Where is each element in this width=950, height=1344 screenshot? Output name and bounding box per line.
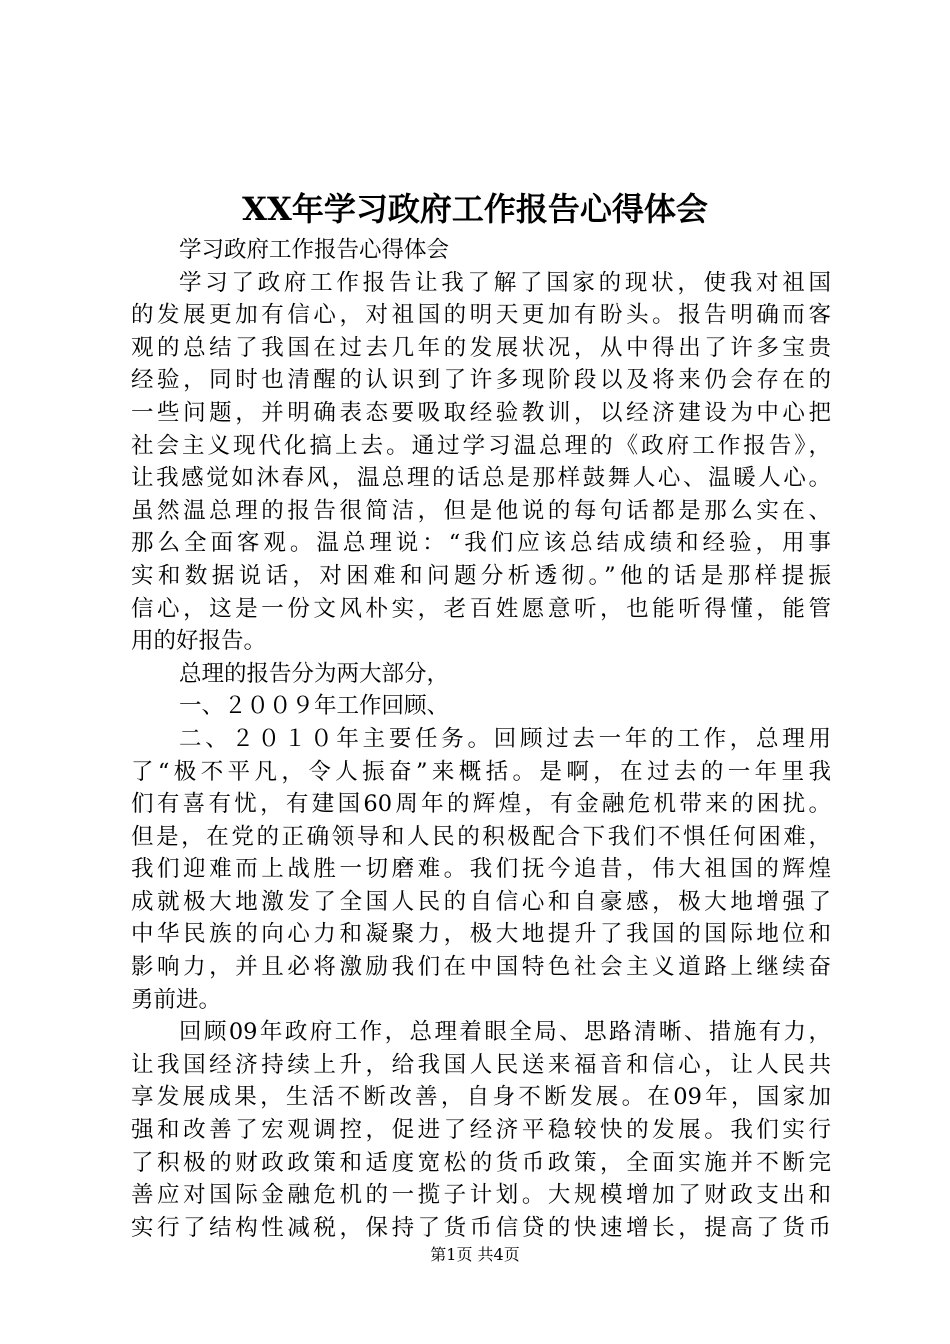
text-line: 了“极不平凡，令人振奋”来概括。是啊，在过去的一年里我 [131, 758, 831, 785]
text-line: 一、２００９年工作回顾、 [179, 693, 450, 720]
text-line: 信心，这是一份文风朴实，老百姓愿意听，也能听得懂，能管 [131, 595, 831, 622]
text-line: 学习了政府工作报告让我了解了国家的现状，使我对祖国 [179, 269, 831, 296]
text-line: 社会主义现代化搞上去。通过学习温总理的《政府工作报告》， [131, 432, 831, 459]
text-line: 中华民族的向心力和凝聚力，极大地提升了我国的国际地位和 [131, 921, 831, 948]
text-line: 善应对国际金融危机的一揽子计划。大规模增加了财政支出和 [131, 1182, 831, 1209]
text-line: 学习政府工作报告心得体会 [179, 237, 450, 263]
text-line: 了积极的财政政策和适度宽松的货币政策，全面实施并不断完 [131, 1149, 831, 1176]
text-line: 让我感觉如沐春风，温总理的话总是那样鼓舞人心、温暖人心。 [131, 465, 831, 492]
text-line: 影响力，并且必将激励我们在中国特色社会主义道路上继续奋 [131, 954, 831, 981]
text-line: 强和改善了宏观调控，促进了经济平稳较快的发展。我们实行 [131, 1117, 831, 1144]
text-line: 们有喜有忧，有建国60周年的辉煌，有金融危机带来的困扰。 [131, 791, 831, 818]
text-line: 经验，同时也清醒的认识到了许多现阶段以及将来仍会存在的 [131, 367, 831, 394]
text-line: 二、２０１０年主要任务。回顾过去一年的工作，总理用 [179, 725, 831, 752]
text-line: 回顾09年政府工作，总理着眼全局、思路清晰、措施有力， [179, 1019, 831, 1046]
text-line: 实和数据说话，对困难和问题分析透彻。”他的话是那样提振 [131, 562, 831, 589]
text-line: 我们迎难而上战胜一切磨难。我们抚今追昔，伟大祖国的辉煌 [131, 856, 831, 883]
text-line: 那么全面客观。温总理说：“我们应该总结成绩和经验，用事 [131, 530, 831, 557]
text-line: 成就极大地激发了全国人民的自信心和自豪感，极大地增强了 [131, 888, 831, 915]
text-line: 观的总结了我国在过去几年的发展状况，从中得出了许多宝贵 [131, 334, 831, 361]
text-line: 总理的报告分为两大部分， [179, 660, 450, 687]
text-line: 的发展更加有信心，对祖国的明天更加有盼头。报告明确而客 [131, 302, 831, 329]
text-line: 但是，在党的正确领导和人民的积极配合下我们不惧任何困难， [131, 823, 831, 850]
text-line: 实行了结构性减税，保持了货币信贷的快速增长，提高了货币 [131, 1214, 831, 1241]
page-footer: 第1页 共4页 [430, 1245, 520, 1264]
document-title: XX年学习政府工作报告心得体会 [242, 190, 708, 228]
text-line: 让我国经济持续上升，给我国人民送来福音和信心，让人民共 [131, 1051, 831, 1078]
text-line: 一些问题，并明确表态要吸取经验教训，以经济建设为中心把 [131, 399, 831, 426]
text-line: 虽然温总理的报告很简洁，但是他说的每句话都是那么实在、 [131, 497, 831, 524]
document-body [131, 234, 831, 1244]
text-line: 享发展成果，生活不断改善，自身不断发展。在09年，国家加 [131, 1084, 831, 1111]
text-line: 勇前进。 [131, 986, 222, 1013]
text-line: 用的好报告。 [131, 628, 267, 655]
